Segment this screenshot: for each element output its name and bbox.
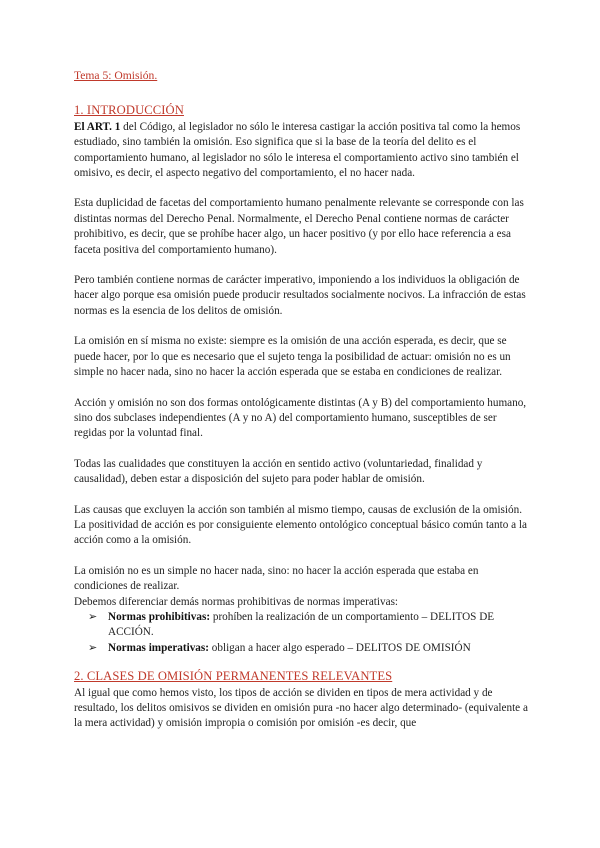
paragraph-text: del Código, al legislador no sólo le interesa castigar la acción positiva tal como la hemos estudiado, sino también la omisión. Eso significa que si la base de la teoría del delito es el comportamiento humano, al legislador no sólo le interesa el comportamiento activo sino también el omisivo, es decir, el aspecto negativo del comportamiento, el no hacer nada. [74,120,521,180]
paragraph: Acción y omisión no son dos formas ontológicamente distintas (A y B) del comportamiento humano, sino dos subclases independientes (A y no A) del comportamiento humano, susceptibles de ser regidas por la voluntad final. [74,396,527,440]
list-item-text: prohíben la realización de un comportamiento – DELITOS DE ACCIÓN. [108,610,495,639]
bold-term: Normas prohibitivas: [108,610,211,623]
paragraph: La omisión en sí misma no existe: siempre es la omisión de una acción esperada, es decir, que se puede hacer, por lo que es necesario que el sujeto tenga la posibilidad de actuar: omisión no es un simple no hacer nada, sino no hacer la acción esperada que se estaba en condiciones de realizar. [74,335,511,379]
list-item-text: obligan a hacer algo esperado – DELITOS DE OMISIÓN [208,641,471,654]
paragraph: Pero también contiene normas de carácter imperativo, imponiendo a los individuos la obligación de hacer algo porque esa omisión puede producir resultados socialmente nocivos. La infracción de estas normas es la esencia de los delitos de omisión. [74,274,526,317]
paragraph: Todas las cualidades que constituyen la acción en sentido activo (voluntariedad, finalidad y causalidad), deben estar a disposición del sujeto para poder hablar de omisión. [74,457,483,486]
paragraph [74,120,530,182]
paragraph: La omisión no es un simple no hacer nada, sino: no hacer la acción esperada que estaba en condiciones de realizar. [74,564,479,593]
list-item [88,610,530,641]
paragraph: Al igual que como hemos visto, los tipos de acción se dividen en tipos de mera actividad y de resultado, los delitos omisivos se dividen en omisión pura -no hacer algo determinado- (equivalente a la mera actividad) y omisión impropia o comisión por omisión -es decir, que [74,686,528,730]
document-page [74,68,530,732]
paragraph: Debemos diferenciar demás normas prohibitivas de normas imperativas: [74,595,399,608]
bold-term: El ART. 1 [74,120,121,133]
paragraph: Las causas que excluyen la acción son también al mismo tiempo, causas de exclusión de la omisión. La positividad de acción es por consiguiente elemento ontológico conceptual básico común tanto a la acción como a la omisión. [74,503,527,547]
arrow-bullet-icon: ➢ [88,610,98,623]
list-item [88,641,530,656]
bold-term: Normas imperativas: [108,641,209,654]
section-heading-clases-omision: 2. CLASES DE OMISIÓN PERMANENTES RELEVANTES [74,669,393,684]
arrow-bullet-icon: ➢ [88,641,98,654]
document-title: Tema 5: Omisión. [74,69,158,82]
paragraph: Esta duplicidad de facetas del comportamiento humano penalmente relevante se corresponde con las distintas normas del Derecho Penal. Normalmente, el Derecho Penal contiene normas de carácter prohibitivo, es decir, que se prohíbe hacer algo, un hacer positivo (y por ello hace referencia a esa faceta positiva del comportamiento humano). [74,197,524,256]
norm-types-list [74,610,530,656]
section-heading-introduccion: 1. INTRODUCCIÓN [74,103,184,118]
